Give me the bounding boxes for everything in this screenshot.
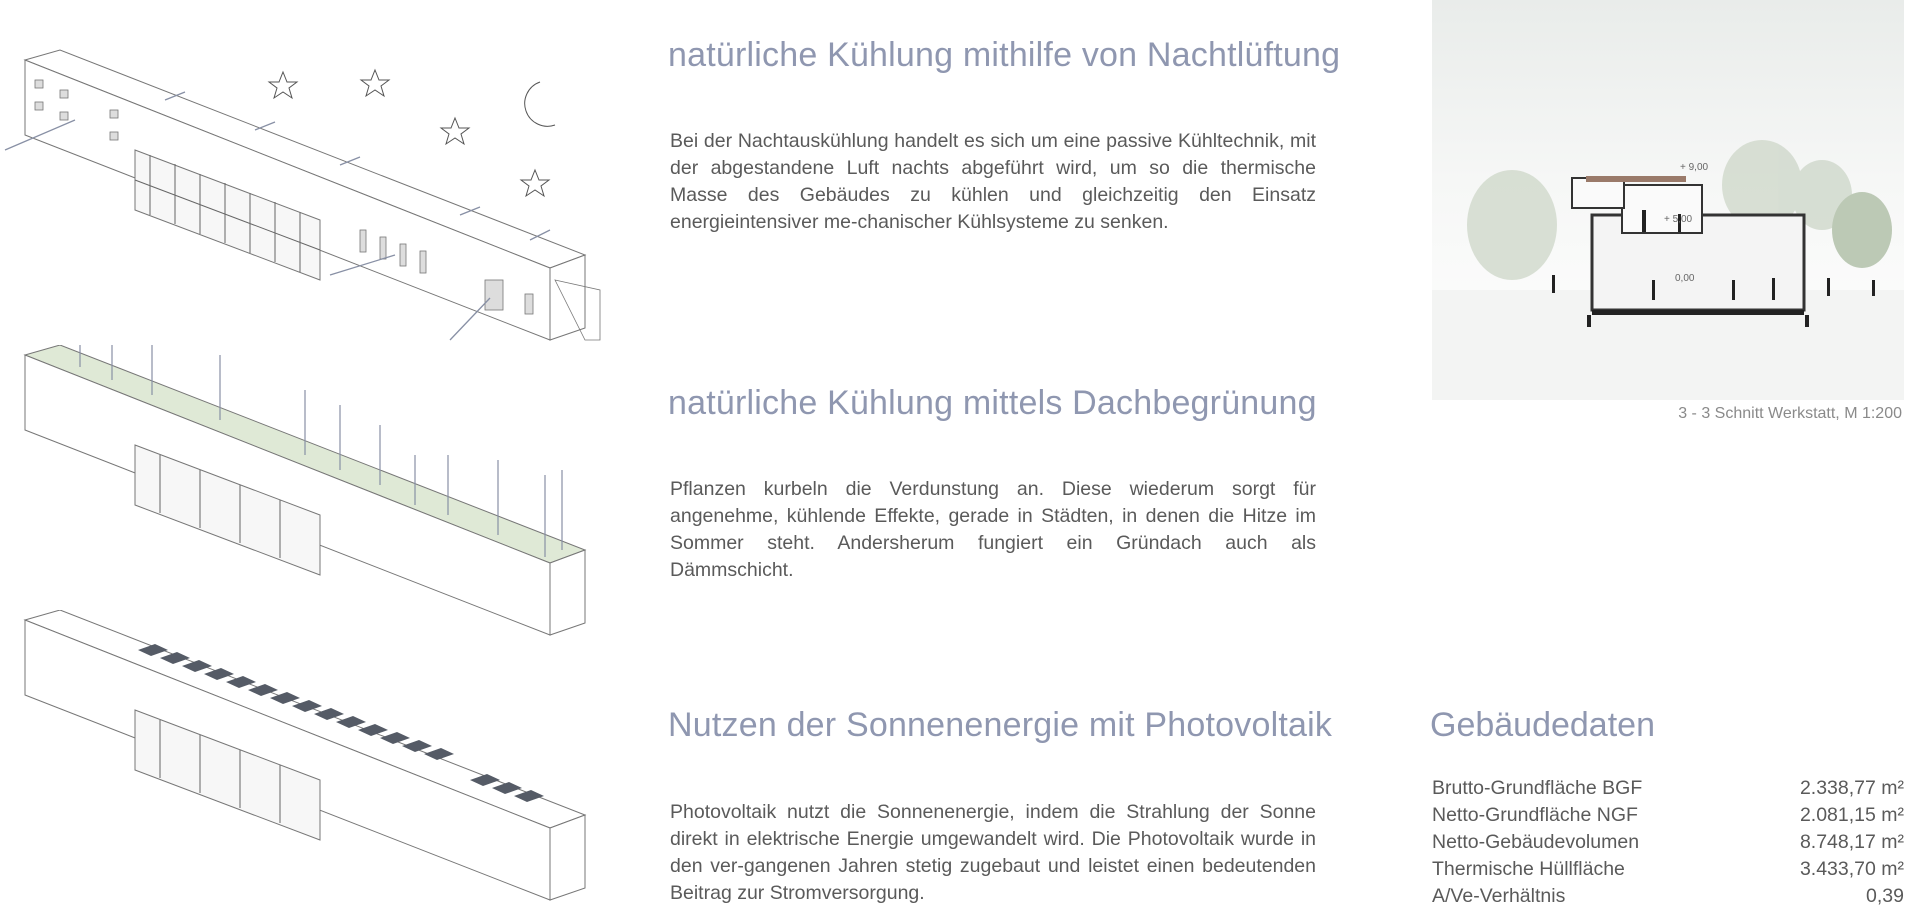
building-data-row	[1432, 856, 1904, 883]
building-data-label: Thermische Hüllfläche	[1432, 858, 1625, 880]
building-data-value: 8.748,17 m²	[1799, 831, 1904, 853]
building-data-label: Netto-Gebäudevolumen	[1432, 831, 1640, 853]
building-data-label: Brutto-Grundfläche BGF	[1432, 777, 1643, 799]
section-drawing	[1432, 0, 1904, 400]
building-data-value: 2.081,15 m²	[1799, 804, 1904, 826]
night-ventilation-diagram	[0, 40, 640, 360]
building-data-row	[1432, 883, 1904, 910]
building-data-value: 0,39	[1866, 885, 1904, 907]
section-text-photovoltaic: Photovoltaik nutzt die Sonnenenergie, indem die Strahlung der Sonne direkt in elektrische Energie umgewandelt wird. Die Photovoltaik wurde in den ver-gangenen Jahren stetig zugebaut und leistet einen bedeutenden Beitrag zur Stromversorgung.	[670, 801, 1316, 904]
building-data-value: 2.338,77 m²	[1799, 777, 1904, 799]
level-marker-middle: + 5,00	[1664, 214, 1693, 225]
building-data-title: Gebäudedaten	[1430, 706, 1655, 744]
building-data-row	[1432, 802, 1904, 829]
building-data-label: A/Ve-Verhältnis	[1432, 885, 1566, 907]
level-marker-top: + 9,00	[1680, 162, 1709, 173]
building-data-value: 3.433,70 m²	[1799, 858, 1904, 880]
green-roof-diagram	[0, 345, 640, 645]
section-heading-photovoltaic: Nutzen der Sonnenenergie mit Photovoltaik	[668, 706, 1333, 744]
section-drawing-caption: 3 - 3 Schnitt Werkstatt, M 1:200	[1678, 405, 1902, 422]
building-data-row	[1432, 775, 1904, 802]
photovoltaic-diagram	[0, 610, 640, 920]
section-heading-green-roof: natürliche Kühlung mittels Dachbegrünung	[668, 384, 1317, 422]
section-text-green-roof: Pflanzen kurbeln die Verdunstung an. Diese wiederum sorgt für angenehme, kühlende Effekte, gerade in Städten, in denen die Hitze im Sommer steht. Andersherum fungiert ein Gründach auch als Dämmschicht.	[670, 478, 1316, 581]
section-text-night-ventilation: Bei der Nachtauskühlung handelt es sich um eine passive Kühltechnik, mit der abgestandene Luft nachts abgeführt wird, um so die thermische Masse des Gebäudes zu kühlen und gleichzeitig den Einsatz energieintensiver me-chanischer Kühlsysteme zu senken.	[670, 130, 1316, 233]
level-marker-ground: 0,00	[1675, 273, 1695, 284]
building-data-table	[1432, 775, 1904, 910]
building-data-row	[1432, 829, 1904, 856]
section-heading-night-ventilation: natürliche Kühlung mithilfe von Nachtlüftung	[668, 36, 1341, 74]
building-data-label: Netto-Grundfläche NGF	[1432, 804, 1638, 826]
